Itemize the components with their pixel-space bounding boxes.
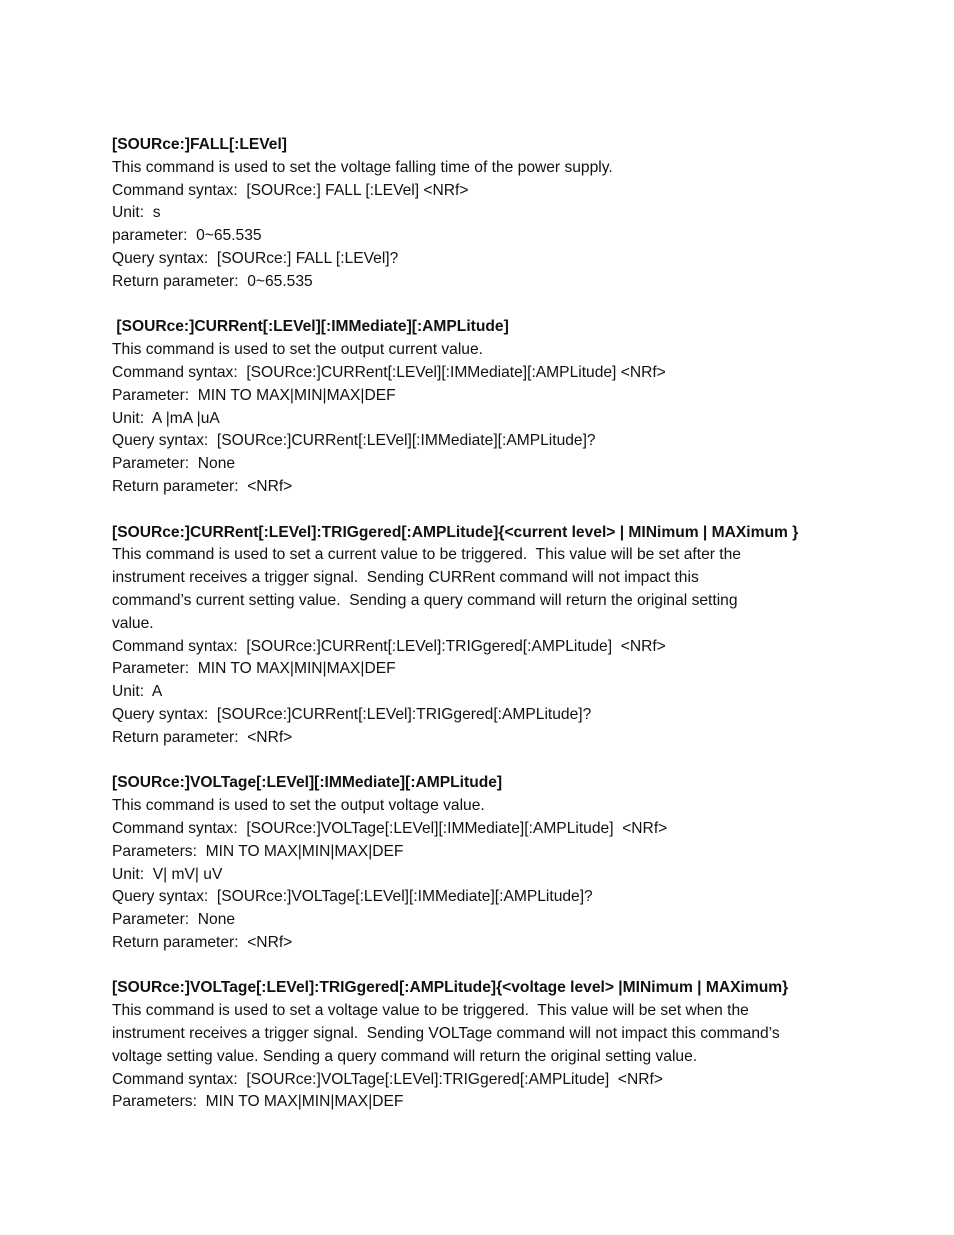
unit-line: Unit: A |mA |uA: [112, 409, 220, 427]
parameter-line: Parameters: MIN TO MAX|MIN|MAX|DEF: [112, 1093, 404, 1111]
query-syntax: Query syntax: [SOURce:]VOLTage[:LEVel][:IMMediate][:AMPLitude]?: [112, 888, 593, 906]
section-heading: [SOURce:]CURRent[:LEVel]:TRIGgered[:AMPLitude]{<current level> | MINimum | MAXimum }: [112, 523, 799, 541]
command-syntax: Command syntax: [SOURce:]CURRent[:LEVel][:IMMediate][:AMPLitude] <NRf>: [112, 363, 666, 381]
document-page: [112, 134, 854, 1137]
parameter-line: Parameter: MIN TO MAX|MIN|MAX|DEF: [112, 660, 396, 678]
parameter-line: Parameters: MIN TO MAX|MIN|MAX|DEF: [112, 842, 404, 860]
command-syntax: Command syntax: [SOURce:] FALL [:LEVel] <NRf>: [112, 181, 469, 199]
command-syntax: Command syntax: [SOURce:]CURRent[:LEVel]:TRIGgered[:AMPLitude] <NRf>: [112, 637, 666, 655]
description-line: instrument receives a trigger signal. Sending VOLTage command will not impact this command’s: [112, 1025, 780, 1043]
return-parameter: Return parameter: <NRf>: [112, 933, 293, 951]
description-line: voltage setting value. Sending a query command will return the original setting value.: [112, 1047, 698, 1065]
parameter-line: Parameter: None: [112, 911, 236, 929]
section-heading: [SOURce:]CURRent[:LEVel][:IMMediate][:AMPLitude]: [112, 318, 509, 336]
section-current-immediate: [112, 316, 854, 498]
unit-line: Unit: A: [112, 683, 163, 701]
parameter-line: Parameter: None: [112, 455, 236, 473]
section-heading: [SOURce:]FALL[:LEVel]: [112, 136, 288, 153]
command-syntax: Command syntax: [SOURce:]VOLTage[:LEVel]:TRIGgered[:AMPLitude] <NRf>: [112, 1070, 663, 1088]
query-syntax: Query syntax: [SOURce:]CURRent[:LEVel][:IMMediate][:AMPLitude]?: [112, 432, 596, 450]
description-line: This command is used to set a voltage value to be triggered. This value will be set when the: [112, 1002, 749, 1020]
parameter-line: Parameter: MIN TO MAX|MIN|MAX|DEF: [112, 386, 396, 404]
return-parameter: Return parameter: <NRf>: [112, 477, 293, 495]
description-line: This command is used to set the output voltage value.: [112, 797, 485, 815]
description-line: value.: [112, 614, 154, 632]
description-line: This command is used to set a current value to be triggered. This value will be set after the: [112, 546, 741, 564]
query-syntax: Query syntax: [SOURce:] FALL [:LEVel]?: [112, 249, 399, 267]
section-heading: [SOURce:]VOLTage[:LEVel]:TRIGgered[:AMPLitude]{<voltage level> |MINimum | MAXimum}: [112, 979, 789, 997]
return-parameter: Return parameter: <NRf>: [112, 728, 293, 746]
unit-line: Unit: V| mV| uV: [112, 865, 223, 883]
query-syntax: Query syntax: [SOURce:]CURRent[:LEVel]:TRIGgered[:AMPLitude]?: [112, 705, 592, 723]
section-fall-level: [112, 134, 854, 294]
parameter-line: parameter: 0~65.535: [112, 227, 262, 245]
section-current-triggered: [112, 522, 854, 750]
unit-line: Unit: s: [112, 204, 161, 222]
section-heading: [SOURce:]VOLTage[:LEVel][:IMMediate][:AMPLitude]: [112, 774, 503, 792]
description-line: command’s current setting value. Sending a query command will return the original setting: [112, 591, 738, 609]
section-voltage-triggered: [112, 977, 854, 1114]
description-line: This command is used to set the output current value.: [112, 341, 483, 359]
description-line: instrument receives a trigger signal. Sending CURRent command will not impact this: [112, 569, 699, 587]
return-parameter: Return parameter: 0~65.535: [112, 272, 313, 290]
section-voltage-immediate: [112, 772, 854, 954]
description-line: This command is used to set the voltage falling time of the power supply.: [112, 158, 613, 176]
command-syntax: Command syntax: [SOURce:]VOLTage[:LEVel][:IMMediate][:AMPLitude] <NRf>: [112, 819, 668, 837]
